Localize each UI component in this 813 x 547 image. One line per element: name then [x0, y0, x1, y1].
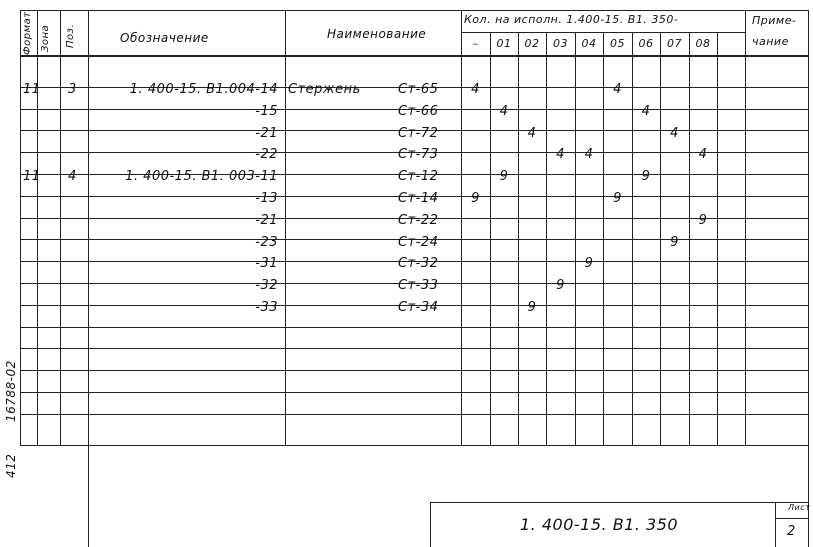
variant-header: 07: [667, 37, 682, 50]
row-qty: 4: [670, 126, 679, 141]
row-qty: 9: [527, 300, 537, 315]
row-grade: Ст-14: [398, 191, 439, 206]
row-designation: -13: [255, 191, 278, 206]
row-separator: [20, 348, 809, 349]
frame-line: [20, 445, 809, 446]
row-qty: 9: [499, 169, 509, 184]
title-block-sheet-number: 2: [787, 524, 796, 539]
row-designation: -32: [255, 278, 278, 293]
frame-line: [285, 10, 286, 445]
row-designation: -23: [255, 235, 278, 250]
row-designation: -21: [255, 126, 278, 141]
variant-header: 05: [610, 37, 625, 50]
row-qty: 4: [698, 147, 708, 162]
row-grade: Ст-72: [398, 126, 439, 141]
side-stamp-sheet: 412: [4, 453, 18, 478]
row-grade: Ст-12: [398, 169, 439, 184]
frame-line: [20, 55, 809, 57]
frame-line: [20, 10, 21, 445]
row-designation: 1. 400-15. B1.004-14: [129, 82, 278, 97]
col-designation-header: Обозначение: [120, 31, 209, 45]
frame-line: [37, 10, 38, 445]
row-qty: 4: [584, 147, 594, 162]
side-stamp-number: 16788-02: [4, 360, 18, 422]
frame-line: [430, 502, 431, 547]
variant-header: 03: [553, 37, 568, 50]
row-qty: 4: [641, 104, 651, 119]
row-qty: 9: [584, 256, 594, 271]
col-qty-title: Кол. на исполн. 1.400-15. B1. 350-: [464, 13, 679, 26]
variant-header: 01: [496, 37, 512, 50]
row-separator: [20, 414, 809, 415]
frame-line: [775, 518, 809, 519]
row-qty: 9: [698, 213, 708, 228]
row-format: 11: [23, 82, 41, 97]
row-grade: Ст-73: [398, 147, 439, 162]
row-grade: Ст-33: [398, 278, 439, 293]
variant-header: 02: [524, 37, 540, 50]
row-qty: 9: [556, 278, 565, 293]
frame-line: [461, 10, 462, 445]
title-block-sheet-label: Лист: [788, 503, 811, 512]
row-qty: 4: [499, 104, 509, 119]
variant-header: 06: [638, 37, 654, 50]
frame-line: [745, 10, 746, 445]
variant-header: –: [472, 37, 479, 50]
frame-line: [430, 502, 809, 503]
col-zone-header: Зона: [40, 24, 51, 52]
row-qty: 9: [613, 191, 622, 206]
row-designation: -31: [255, 256, 278, 271]
col-pos-header: Поз.: [65, 23, 76, 48]
row-designation: 1. 400-15. B1. 003-11: [125, 169, 278, 184]
col-name-header: Наименование: [327, 27, 427, 41]
variant-header: 04: [581, 37, 597, 50]
row-qty: 4: [556, 147, 565, 162]
frame-line: [808, 10, 809, 547]
frame-line: [20, 10, 809, 11]
frame-line: [60, 10, 61, 445]
row-designation: -22: [255, 147, 278, 162]
row-grade: Ст-34: [398, 300, 439, 315]
row-position: 3: [68, 82, 77, 97]
row-qty: 9: [670, 235, 679, 250]
row-grade: Ст-65: [398, 82, 439, 97]
row-grade: Ст-24: [398, 235, 439, 250]
row-position: 4: [68, 169, 77, 184]
row-format: 11: [23, 169, 41, 184]
title-block-code: 1. 400-15. B1. 350: [520, 515, 679, 534]
row-grade: Ст-66: [398, 104, 439, 119]
frame-line: [775, 502, 776, 547]
variant-header: 08: [695, 37, 711, 50]
row-qty: 4: [527, 126, 537, 141]
row-qty: 9: [471, 191, 480, 206]
row-qty: 4: [471, 82, 480, 97]
col-format-header: Формат: [22, 11, 33, 55]
row-qty: 9: [641, 169, 651, 184]
col-note-header-1: Приме-: [752, 14, 797, 27]
row-qty: 4: [613, 82, 622, 97]
row-grade: Ст-22: [398, 213, 439, 228]
row-designation: -21: [255, 213, 278, 228]
row-separator: [20, 370, 809, 371]
row-designation: -33: [255, 300, 278, 315]
frame-line: [88, 10, 89, 547]
row-grade: Ст-32: [398, 256, 439, 271]
col-note-header-2: чание: [752, 35, 789, 48]
frame-line: [461, 32, 745, 33]
row-separator: [20, 392, 809, 393]
row-designation: -15: [255, 104, 278, 119]
row-separator: [20, 327, 809, 328]
row-name: Стержень: [288, 82, 361, 97]
